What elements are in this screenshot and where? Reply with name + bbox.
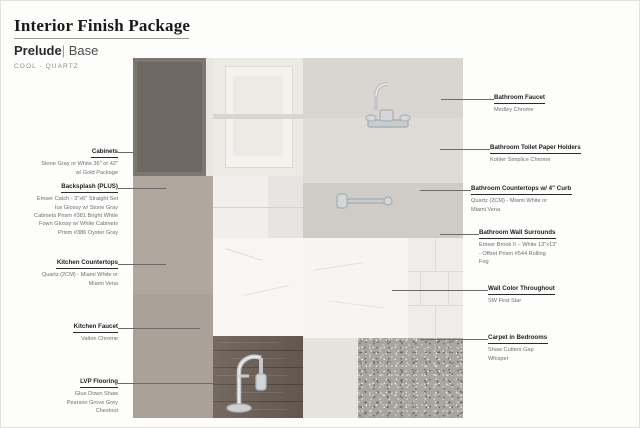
callout-kitchen-faucet-label: Kitchen Faucet: [73, 323, 118, 330]
callout-wall-surrounds-line-1: Emser Brook II – White 13"x13": [479, 242, 558, 249]
callout-bathroom-faucet-rule: [494, 103, 545, 104]
callout-carpet-line-2: Whisper: [488, 355, 509, 362]
callout-bathroom-countertops-rule: [471, 194, 572, 195]
subtitle-separator: |: [61, 43, 66, 58]
callout-lvp-flooring-line-2: Pearson Grove Grey: [66, 399, 118, 406]
callout-kitchen-countertops-line-2: Miami Vena: [88, 280, 118, 287]
callout-backsplash-line-5: Prism #386 Oyster Gray: [58, 229, 118, 236]
callout-wall-surrounds-line-3: Fog: [479, 259, 489, 266]
swatch-cabinet-gray-body: [133, 176, 213, 294]
title-divider: [14, 38, 189, 39]
kitchen-faucet-icon: [219, 346, 281, 416]
callout-bathroom-faucet-label: Bathroom Faucet: [494, 94, 545, 101]
callout-backsplash-line-4: Fown Glossy w/ White Cabinets: [39, 221, 118, 228]
callout-bathroom-countertops: [471, 184, 631, 214]
package-name: Prelude: [14, 43, 62, 58]
callout-wall-color-rule: [488, 294, 555, 295]
callout-lvp-flooring-line-3: Chestnut: [95, 408, 118, 415]
callout-lvp-flooring-rule: [80, 387, 118, 388]
callout-kitchen-faucet-rule: [73, 332, 118, 333]
callout-toilet-paper-holders: [490, 143, 632, 165]
callout-lvp-flooring: [24, 377, 118, 415]
swatch-wall-color: [303, 338, 358, 418]
callout-carpet: [488, 333, 632, 363]
callout-carpet-rule: [488, 343, 548, 344]
callout-bathroom-faucet: [494, 93, 629, 115]
page-title: Interior Finish Package: [14, 16, 191, 35]
callout-wall-surrounds: [479, 228, 631, 266]
callout-cabinets-line-1: Stone Gray or White 36" or 42": [41, 161, 118, 168]
callout-backsplash-rule: [61, 192, 118, 193]
leader-kitchen-faucet: [118, 328, 200, 329]
callout-cabinets-label: Cabinets: [91, 148, 118, 155]
swatch-cabinet-white-rail: [213, 114, 303, 119]
callout-lvp-flooring-line-1: Glue Down Shaw: [74, 391, 118, 398]
callout-wall-surrounds-rule: [479, 238, 556, 239]
callout-toilet-paper-holders-rule: [490, 153, 581, 154]
leader-backsplash: [118, 188, 166, 189]
callout-wall-surrounds-line-2: - Offset Prism #544 Rolling: [479, 250, 546, 257]
leader-bathroom-faucet: [441, 99, 494, 100]
callout-carpet-label: Carpet in Bedrooms: [488, 334, 548, 341]
callout-bathroom-countertops-line-1: Quartz (2CM) - Miami White or: [471, 198, 548, 205]
bathroom-faucet-icon: [358, 76, 418, 138]
callout-cabinets: [6, 147, 118, 177]
swatch-kitchen-countertop: [213, 238, 303, 336]
callout-backsplash-label: Backsplash (PLUS): [61, 183, 118, 190]
swatch-carpet: [358, 338, 463, 418]
callout-wall-color-line-1: SW First Star: [488, 298, 522, 305]
leader-toilet-paper-holders: [440, 149, 490, 150]
callout-backsplash-line-1: Emser Catch - 3"x6" Straight Set: [36, 196, 118, 203]
callout-bathroom-faucet-line-1: Medley Chrome: [494, 107, 534, 114]
callout-bathroom-countertops-label: Bathroom Countertops w/ 4" Curb: [471, 185, 572, 192]
callout-toilet-paper-holders-label: Bathroom Toilet Paper Holders: [490, 144, 581, 151]
leader-kitchen-countertops: [118, 264, 166, 265]
finish-collage: [133, 58, 463, 418]
callout-toilet-paper-holders-line-1: Kohler Simplice Chrome: [490, 157, 551, 164]
package-eyebrow: COOL - QUARTZ: [14, 63, 79, 70]
package-subtitle: [14, 43, 98, 58]
swatch-bathroom-wall-surround: [408, 238, 463, 338]
leader-wall-surrounds: [440, 234, 479, 235]
callout-cabinets-line-2: w/ Gold Package: [75, 169, 118, 176]
swatch-bathroom-countertop: [303, 238, 408, 338]
swatch-backsplash-grout-line: [213, 207, 303, 208]
leader-bathroom-countertops: [420, 190, 471, 191]
leader-cabinets: [118, 152, 133, 153]
callout-backsplash-line-3: Cabinets Prism #381 Bright White: [34, 213, 118, 220]
callout-kitchen-faucet: [20, 322, 118, 344]
callout-lvp-flooring-label: LVP Flooring: [80, 378, 118, 385]
callout-bathroom-countertops-line-2: Miami Vena: [471, 206, 501, 213]
callout-kitchen-countertops-line-1: Quartz (2CM) - Miami White or: [41, 272, 118, 279]
callout-wall-color-label: Wall Color Throughout: [488, 285, 555, 292]
leader-lvp-flooring: [118, 383, 213, 384]
swatch-cabinet-gray-lower: [133, 294, 213, 418]
toilet-paper-holder-icon: [333, 186, 395, 220]
package-level: Base: [68, 43, 99, 58]
callout-kitchen-countertops: [10, 258, 118, 288]
callout-kitchen-countertops-label: Kitchen Countertops: [56, 259, 118, 266]
callout-wall-surrounds-label: Bathroom Wall Surrounds: [479, 229, 556, 236]
callout-carpet-line-1: Shaw Cutters Gap: [488, 347, 534, 354]
callout-kitchen-countertops-rule: [56, 268, 118, 269]
callout-kitchen-faucet-line-1: Valton Chrome: [81, 336, 118, 343]
swatch-cabinet-dark-inner: [137, 62, 202, 172]
callout-backsplash: [4, 182, 118, 237]
leader-carpet: [420, 339, 488, 340]
callout-cabinets-rule: [91, 157, 118, 158]
callout-wall-color: [488, 284, 632, 306]
callout-backsplash-line-2: Ice Glossy w/ Stone Gray: [54, 204, 118, 211]
leader-wall-color: [392, 290, 488, 291]
